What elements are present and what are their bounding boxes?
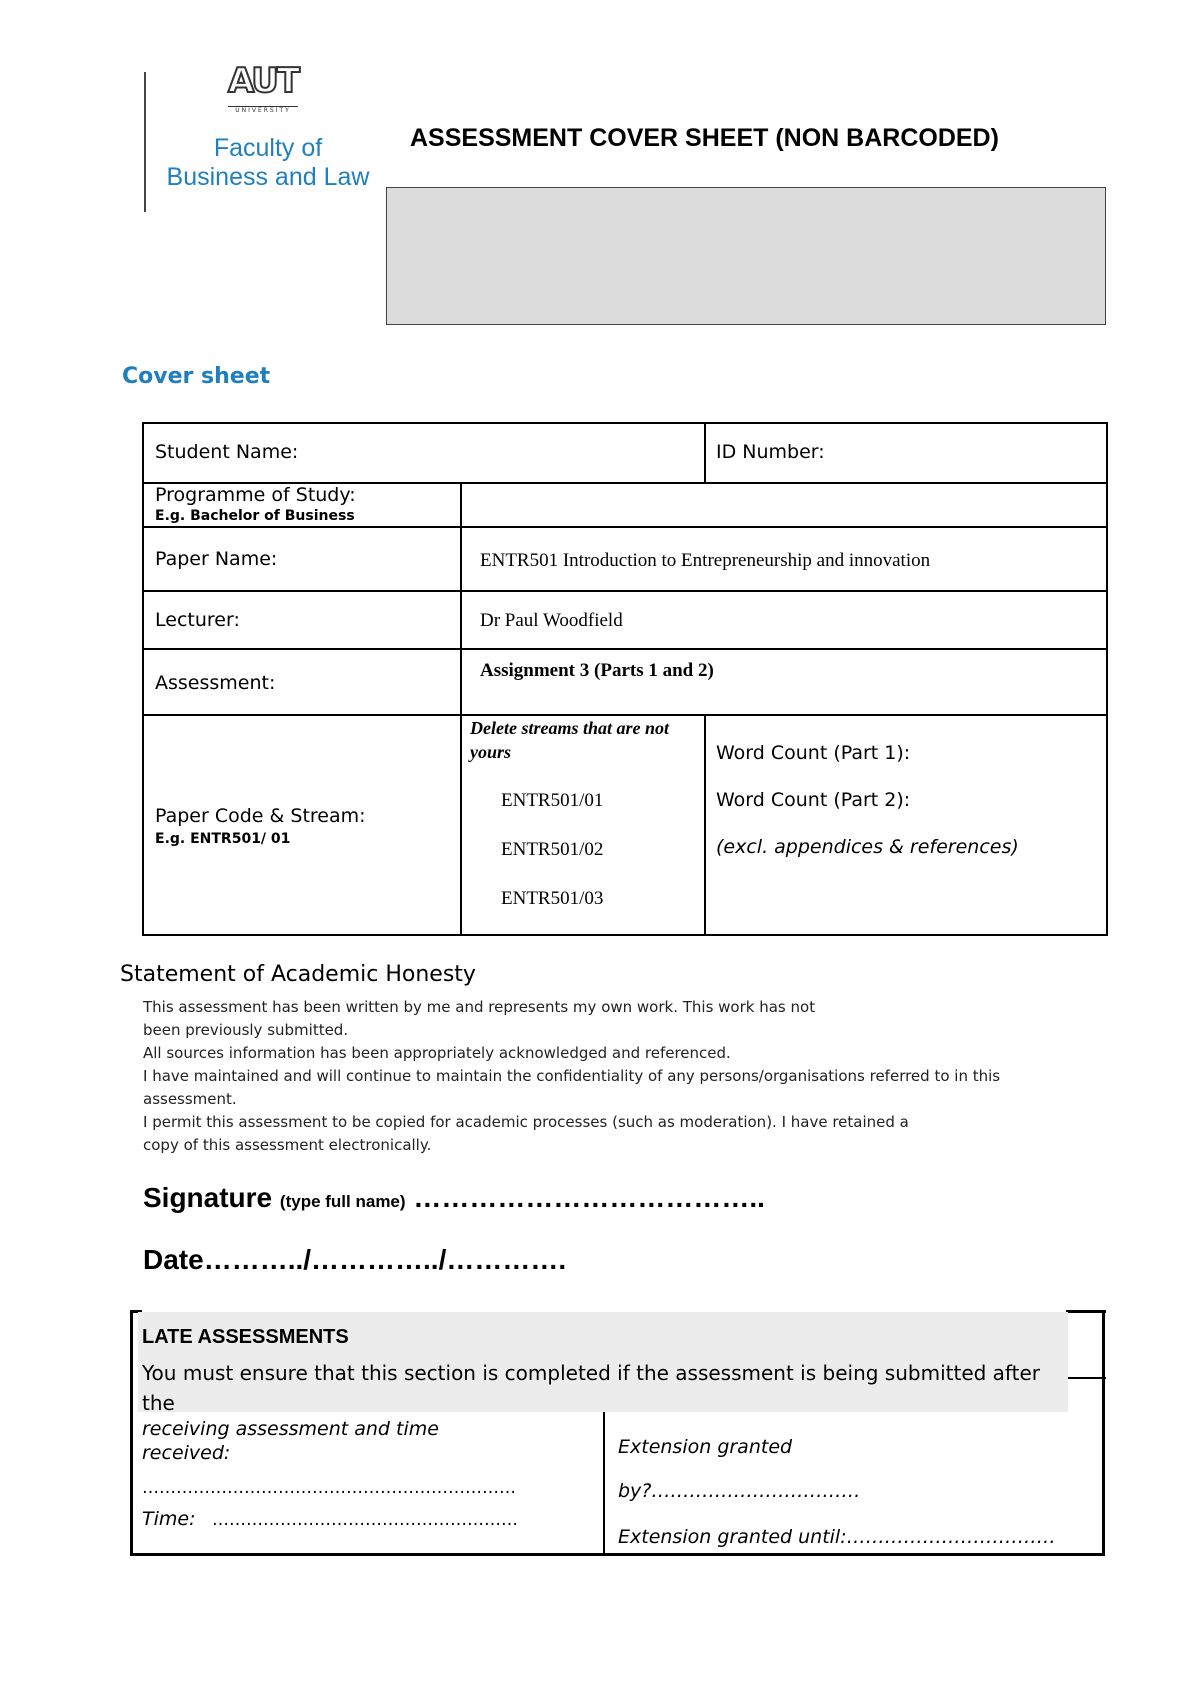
receiving-label-line-1: receiving assessment and time <box>142 1418 439 1440</box>
extension-granted-label: Extension granted <box>618 1436 793 1458</box>
late-text-line-2: the <box>142 1391 175 1415</box>
honesty-line: copy of this assessment electronically. <box>143 1136 432 1154</box>
honesty-line: been previously submitted. <box>143 1021 349 1039</box>
receiving-input[interactable]: ………………………………………………………… <box>142 1478 516 1498</box>
late-assessments-text <box>142 1358 1062 1418</box>
lecturer-value: Dr Paul Woodfield <box>480 610 623 631</box>
student-name-label: Student Name: <box>155 441 299 463</box>
paper-name-label: Paper Name: <box>155 548 278 570</box>
extension-granted-until-input[interactable]: Extension granted until:…………………………… <box>618 1526 1056 1548</box>
stream-option[interactable]: ENTR501/01 <box>501 790 604 811</box>
stream-option[interactable]: ENTR501/03 <box>501 888 604 909</box>
logo-divider <box>144 72 146 212</box>
faculty-line-1: Faculty of <box>213 134 323 162</box>
faculty-line-2: Business and Law <box>166 163 370 191</box>
aut-logo-subtext: UNIVERSITY <box>228 106 298 115</box>
late-box-divider-tick <box>1066 1377 1106 1379</box>
word-count-part-1-label: Word Count (Part 1): <box>716 742 911 764</box>
paper-code-label: Paper Code & Stream: <box>155 805 366 827</box>
date-field[interactable]: Date………../…………../…………. <box>143 1244 567 1275</box>
word-count-note: (excl. appendices & references) <box>716 836 1019 858</box>
paper-name-value: ENTR501 Introduction to Entrepreneurship and innovation <box>480 550 931 571</box>
cover-sheet-heading: Cover sheet <box>122 364 271 389</box>
streams-note-line-1: Delete streams that are not <box>470 718 669 738</box>
id-number-label: ID Number: <box>716 441 825 463</box>
honesty-line: I have maintained and will continue to maintain the confidentiality of any persons/organisations referred to in this <box>143 1067 1001 1085</box>
late-text-line-1: You must ensure that this section is completed if the assessment is being submitted after <box>142 1361 1040 1385</box>
signature-hint: (type full name) <box>279 1192 406 1211</box>
page-title: ASSESSMENT COVER SHEET (NON BARCODED) <box>410 124 999 152</box>
honesty-line: assessment. <box>143 1090 237 1108</box>
late-box-top-right-edge <box>1066 1310 1106 1313</box>
late-assessments-title: LATE ASSESSMENTS <box>142 1326 349 1348</box>
signature-field[interactable] <box>143 1182 765 1214</box>
aut-logo: AUT <box>228 61 299 101</box>
time-input[interactable]: ……………………………………………… <box>212 1510 518 1530</box>
assessment-label: Assessment: <box>155 672 276 694</box>
honesty-line: I permit this assessment to be copied for academic processes (such as moderation). I have retained a <box>143 1113 909 1131</box>
programme-input-cell[interactable] <box>460 482 1108 528</box>
word-count-part-2-label: Word Count (Part 2): <box>716 789 911 811</box>
honesty-title: Statement of Academic Honesty <box>120 962 476 987</box>
signature-dots: ……………………………….. <box>413 1182 765 1213</box>
programme-label: Programme of Study: <box>155 484 356 506</box>
assessment-value: Assignment 3 (Parts 1 and 2) <box>480 660 714 681</box>
extension-granted-by-input[interactable]: by?…………………………… <box>618 1480 861 1502</box>
honesty-line: This assessment has been written by me and represents my own work. This work has not <box>143 998 816 1016</box>
lecturer-label: Lecturer: <box>155 609 240 631</box>
programme-example: E.g. Bachelor of Business <box>155 508 355 524</box>
time-label: Time: <box>142 1508 196 1530</box>
assessment-input-cell[interactable] <box>460 648 1108 716</box>
receiving-label-line-2: received: <box>142 1442 231 1464</box>
honesty-line: All sources information has been appropriately acknowledged and referenced. <box>143 1044 731 1062</box>
signature-label: Signature <box>143 1182 273 1213</box>
barcode-area <box>386 187 1106 325</box>
faculty-name <box>158 134 378 192</box>
streams-note-line-2: yours <box>470 742 512 762</box>
stream-option[interactable]: ENTR501/02 <box>501 839 604 860</box>
late-column-divider <box>603 1412 605 1556</box>
paper-code-example: E.g. ENTR501/ 01 <box>155 831 291 847</box>
